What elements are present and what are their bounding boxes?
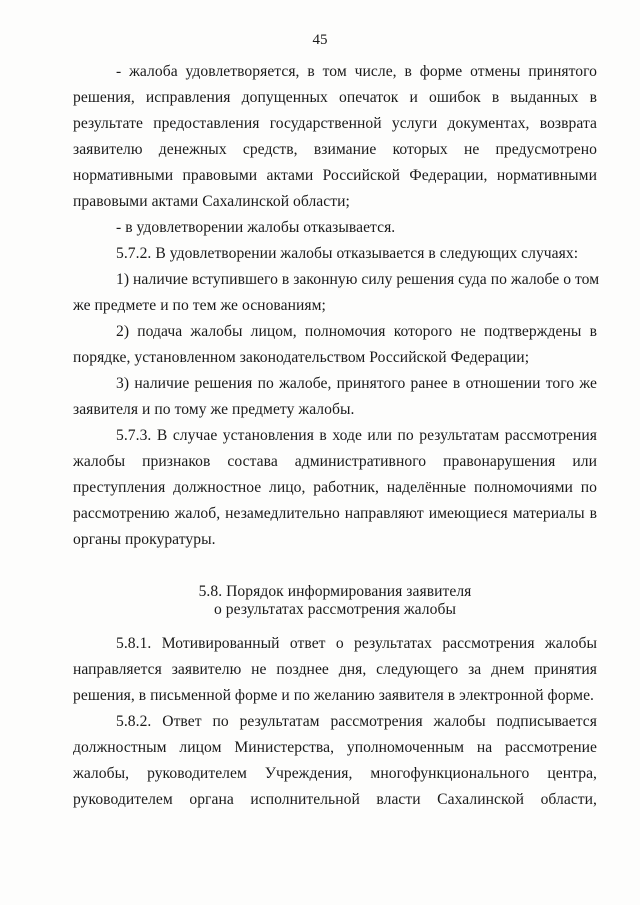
text-line: жалобы, руководителем Учреждения, многофункционального центра,: [73, 765, 597, 782]
text-line: рассмотрению жалоб, незамедлительно направляют имеющиеся материалы в: [73, 505, 597, 522]
text-line: результате предоставления государственной услуги документах, возврата: [73, 115, 597, 132]
text-line: 5.8.1. Мотивированный ответ о результатах рассмотрения жалобы: [116, 635, 597, 652]
text-line: 1) наличие вступившего в законную силу решения суда по жалобе о том: [116, 271, 600, 288]
text-line: 5.8.2. Ответ по результатам рассмотрения жалобы подписывается: [116, 713, 597, 730]
text-line: направляется заявителю не позднее дня, следующего за днем принятия: [73, 661, 597, 678]
text-line: заявителю денежных средств, взимание которых не предусмотрено: [73, 141, 597, 158]
text-line: - в удовлетворении жалобы отказывается.: [116, 219, 396, 236]
text-line: решения, исправления допущенных опечаток и ошибок в выданных в: [73, 89, 597, 106]
text-line: 3) наличие решения по жалобе, принятого ранее в отношении того же: [116, 375, 597, 392]
page-number: 45: [312, 32, 328, 48]
text-line: 5.7.3. В случае установления в ходе или по результатам рассмотрения: [116, 427, 597, 444]
text-line: преступления должностное лицо, работник, наделённые полномочиями по: [73, 479, 597, 496]
text-line: жалобы признаков состава административного правонарушения или: [73, 453, 597, 470]
text-line: порядке, установленном законодательством Российской Федерации;: [73, 349, 530, 366]
text-line: 2) подача жалобы лицом, полномочия которого не подтверждены в: [116, 323, 597, 340]
text-line: нормативными правовыми актами Российской Федерации, нормативными: [73, 167, 597, 184]
text-line: - жалоба удовлетворяется, в том числе, в форме отмены принятого: [116, 63, 597, 80]
text-line: руководителем органа исполнительной власти Сахалинской области,: [73, 791, 597, 808]
text-line: заявителя и по тому же предмету жалобы.: [73, 401, 355, 418]
text-line: 5.7.2. В удовлетворении жалобы отказывается в следующих случаях:: [116, 245, 579, 262]
text-line: правовыми актами Сахалинской области;: [73, 193, 350, 210]
text-line: органы прокуратуры.: [73, 531, 216, 548]
text-line: решения, в письменной форме и по желанию заявителя в электронной форме.: [73, 687, 594, 704]
text-line: должностным лицом Министерства, уполномоченным на рассмотрение: [73, 739, 597, 756]
text-line: же предмете и по тем же основаниям;: [73, 297, 326, 314]
section-heading: 5.8. Порядок информирования заявителя: [198, 583, 472, 600]
section-heading: о результатах рассмотрения жалобы: [214, 601, 456, 618]
